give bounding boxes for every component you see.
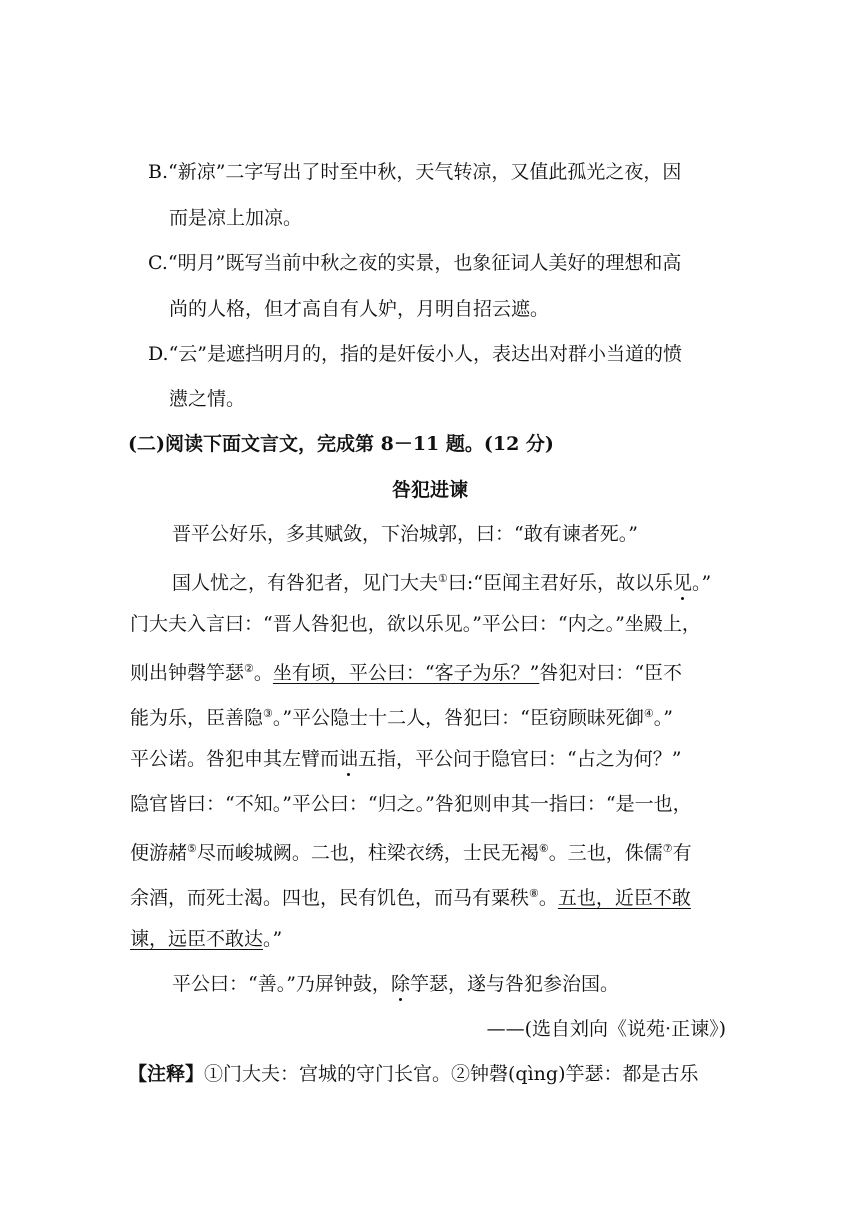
option-d-line1: D.“云”是遮挡明月的，指的是奸佞小人，表达出对群小当道的愤 [148, 343, 683, 365]
option-b-line1: B.“新凉”二字写出了时至中秋，天气转凉，又值此孤光之夜，因 [148, 161, 682, 183]
passage-line-6 [130, 747, 681, 771]
passage-text: 有 [672, 842, 692, 864]
passage-title: 咎犯进谏 [391, 479, 468, 501]
passage-text: 尽而峻城阙。二也，柱梁衣绣，士民无褐 [196, 842, 539, 864]
passage-text: 隐官皆曰：“不知。”平公曰：“归之。”咎犯则申其一指曰：“是一也， [130, 793, 692, 815]
underlined-sentence-2a: 五也，近臣不敢 [557, 887, 691, 909]
footnote-marker: ② [244, 662, 254, 675]
passage-text: 晋平公好乐，多其赋敛，下治城郭，曰：“敢有谏者死。” [172, 523, 638, 545]
footnote-marker: ⑦ [662, 842, 673, 855]
passage-text: 。 [253, 662, 273, 684]
footnote-marker: ④ [643, 707, 654, 720]
footnote-marker: ⑧ [529, 887, 539, 900]
passage-line-7 [130, 792, 692, 816]
annotation-line [128, 1062, 698, 1086]
passage-text: 。三也，侏儒 [548, 842, 663, 864]
passage-line-4 [130, 657, 682, 685]
passage-text: 。” [653, 707, 673, 729]
passage-text: 。” [263, 928, 283, 950]
passage-text: 平公诺。咎犯申其左臂而 [130, 748, 340, 770]
passage-line-9 [130, 882, 691, 910]
passage-text: 。 [538, 887, 558, 909]
passage-text: 余酒，而死士渴。四也，民有饥色，而马有粟秩 [130, 887, 530, 909]
emphasis-dotted-char: 除 [390, 973, 410, 995]
passage-text: 门大夫入言曰：“晋人咎犯也，欲以乐见。”平公曰：“内之。”坐殿上， [130, 613, 701, 635]
passage-text: 便游赭 [130, 842, 188, 864]
footnote-marker: ③ [263, 707, 273, 720]
passage-text: 国人忧之，有咎犯者，见门大夫 [172, 572, 439, 594]
passage-line-3 [130, 612, 701, 636]
passage-text: 曰:“臣闻主君好乐，故以乐 [447, 572, 674, 594]
footnote-marker: ⑤ [187, 842, 197, 855]
passage-text: 竽瑟，遂与咎犯参治国。 [409, 973, 619, 995]
footnote-marker: ⑥ [538, 842, 549, 855]
passage-line-10 [130, 927, 282, 951]
annotation-label: 【注释】 [128, 1063, 205, 1085]
passage-text: 五指，平公问于隐官曰：“占之为何？” [358, 748, 682, 770]
option-c-line1: C.“明月”既写当前中秋之夜的实景，也象征词人美好的理想和高 [148, 252, 682, 274]
option-c-line2: 尚的人格，但才高自有人妒，月明自招云遮。 [169, 298, 550, 320]
passage-line-1 [172, 522, 638, 546]
passage-line-2 [172, 567, 711, 595]
passage-text: 平公曰：“善。”乃屏钟鼓， [172, 973, 391, 995]
source-citation: ——(选自刘向《说苑·正谏》) [486, 1018, 726, 1040]
passage-text: 。”平公隐士十二人，咎犯曰：“臣窃顾昧死御 [272, 707, 644, 729]
emphasis-dotted-char: 见 [673, 572, 693, 594]
emphasis-dotted-char: 诎 [339, 748, 359, 770]
passage-text: 咎犯对曰：“臣不 [539, 662, 683, 684]
passage-text: 能为乐，臣善隐 [130, 707, 264, 729]
option-b-line2: 而是凉上加凉。 [169, 207, 303, 229]
footnote-marker: ① [438, 572, 448, 585]
passage-text: 。” [692, 572, 712, 594]
option-d-line2: 懑之情。 [169, 388, 246, 410]
passage-line-11 [172, 972, 619, 996]
passage-line-8 [130, 837, 692, 865]
annotation-text: ①门大夫：宫城的守门长官。②钟磬(qìng)竽瑟：都是古乐 [204, 1063, 699, 1085]
passage-line-5 [130, 702, 673, 730]
section-heading: (二)阅读下面文言文，完成第 8－11 题。(12 分) [128, 433, 554, 455]
passage-text: 则出钟磬竽瑟 [130, 662, 245, 684]
underlined-sentence-1: 坐有顷，平公曰：“客子为乐？” [272, 662, 540, 684]
underlined-sentence-2b: 谏，远臣不敢达 [130, 928, 264, 950]
